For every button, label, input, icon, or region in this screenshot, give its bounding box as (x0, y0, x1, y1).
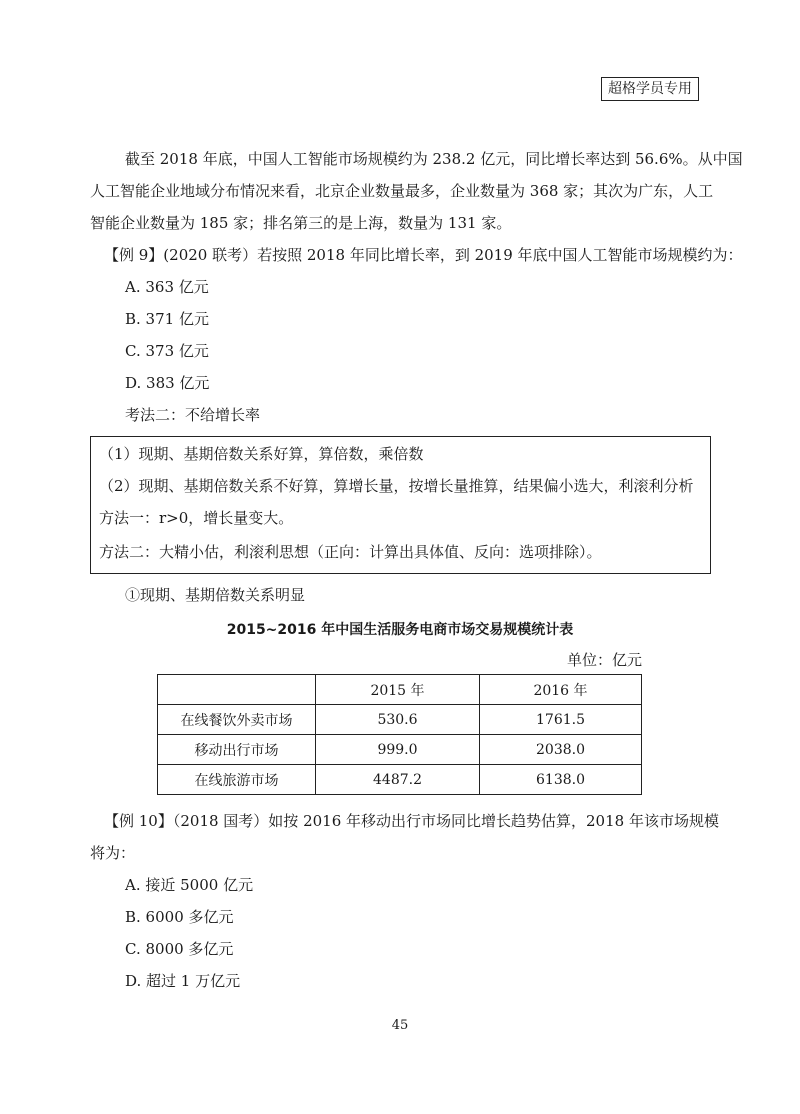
example-9-option-c: C. 373 亿元 (125, 342, 209, 360)
table-cell: 999.0 (316, 735, 480, 765)
example-9-option-b: B. 371 亿元 (125, 310, 209, 328)
table-header-cell: 2016 年 (480, 675, 642, 705)
table-cell: 在线旅游市场 (158, 765, 316, 795)
example-10-option-b: B. 6000 多亿元 (125, 908, 234, 926)
member-only-badge: 超格学员专用 (601, 77, 699, 101)
example-10-option-d: D. 超过 1 万亿元 (125, 972, 241, 990)
table-header-cell: 2015 年 (316, 675, 480, 705)
subheading: ①现期、基期倍数关系明显 (125, 586, 306, 604)
page-number: 45 (391, 1018, 409, 1033)
table-cell: 移动出行市场 (158, 735, 316, 765)
example-10-question-line-2: 将为： (90, 844, 136, 862)
example-9-option-a: A. 363 亿元 (125, 278, 209, 296)
example-10-option-a: A. 接近 5000 亿元 (125, 876, 254, 894)
table-title: 2015~2016 年中国生活服务电商市场交易规模统计表 (226, 622, 574, 638)
method-line-3: 方法一：r>0，增长量变大。 (99, 509, 294, 527)
table-cell: 6138.0 (480, 765, 642, 795)
table-cell: 4487.2 (316, 765, 480, 795)
method-line-2: （2）现期、基期倍数关系不好算，算增长量，按增长量推算，结果偏小选大，利滚利分析 (99, 477, 694, 495)
example-9-question: 【例 9】(2020 联考）若按照 2018 年同比增长率，到 2019 年底中国人工智能市场规模约为： (104, 246, 743, 264)
table-row (158, 765, 642, 795)
table-unit: 单位：亿元 (567, 651, 643, 669)
table-cell: 1761.5 (480, 705, 642, 735)
example-9-option-d: D. 383 亿元 (125, 374, 210, 392)
intro-line-1: 截至 2018 年底，中国人工智能市场规模约为 238.2 亿元，同比增长率达到 56.6%。从中国 (125, 150, 743, 168)
method-line-4: 方法二：大精小估，利滚利思想（正向：计算出具体值、反向：选项排除）。 (99, 543, 602, 561)
table-header-cell (158, 675, 316, 705)
example-10-question-line-1: 【例 10】（2018 国考）如按 2016 年移动出行市场同比增长趋势估算，2018 年该市场规模 (104, 812, 719, 830)
table-cell: 530.6 (316, 705, 480, 735)
intro-line-2: 人工智能企业地域分布情况来看，北京企业数量最多，企业数量为 368 家；其次为广东，人工 (90, 182, 714, 200)
market-size-table (157, 674, 642, 795)
table-row (158, 735, 642, 765)
method-line-1: （1）现期、基期倍数关系好算，算倍数，乘倍数 (99, 445, 424, 463)
table-cell: 2038.0 (480, 735, 642, 765)
method-heading: 考法二：不给增长率 (125, 406, 261, 424)
intro-line-3: 智能企业数量为 185 家；排名第三的是上海，数量为 131 家。 (90, 214, 512, 232)
table-row (158, 705, 642, 735)
table-cell: 在线餐饮外卖市场 (158, 705, 316, 735)
example-10-option-c: C. 8000 多亿元 (125, 940, 234, 958)
table-header-row (158, 675, 642, 705)
